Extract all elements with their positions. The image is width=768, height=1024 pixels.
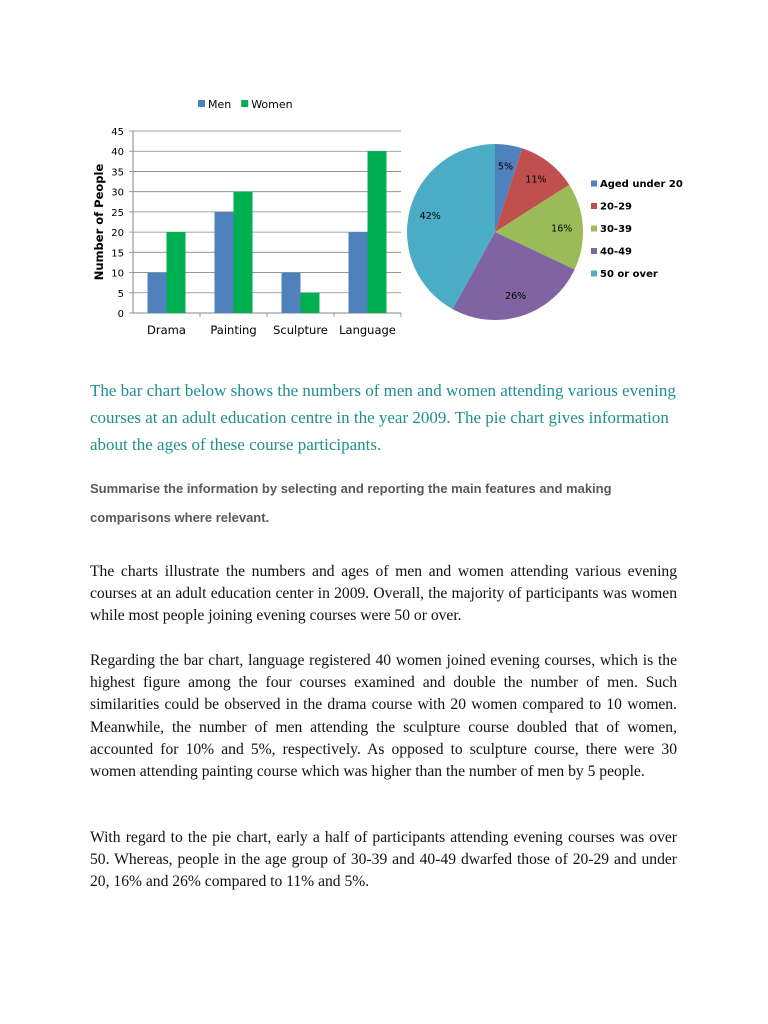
bar-women-drama bbox=[167, 232, 186, 313]
legend-swatch bbox=[591, 181, 597, 187]
pie-data-label: 42% bbox=[419, 210, 441, 222]
legend-swatch bbox=[591, 226, 597, 232]
y-tick-label: 40 bbox=[111, 147, 124, 159]
pie-data-label: 5% bbox=[497, 161, 514, 173]
bar-women-painting bbox=[234, 192, 253, 313]
bar-men-language bbox=[349, 232, 368, 313]
x-tick-label: Sculpture bbox=[273, 323, 328, 337]
y-tick-label: 45 bbox=[111, 127, 124, 138]
essay-paragraph-2: Regarding the bar chart, language registered 40 women joined evening courses, which is the highest figure among the four courses examined and double the number of men. Such similarities could be observed in the drama course with 20 women compared to 10 women. Meanwhile, the number of men attending the sculpture course doubled that of women, accounted for 10% and 5%, respectively. As opposed to sculpture course, there were 30 women attending painting course which was higher than the number of men by 5 people. bbox=[90, 652, 677, 781]
y-tick-label: 35 bbox=[111, 167, 124, 179]
legend-swatch bbox=[591, 203, 597, 209]
essay-paragraph-1: The charts illustrate the numbers and ages of men and women attending various evening courses at an adult education center in 2009. Overall, the majority of participants was women while most people joining evening courses were 50 or over. bbox=[90, 563, 677, 625]
legend-swatch-women bbox=[241, 100, 248, 107]
charts-figure bbox=[0, 0, 768, 350]
essay-paragraph-3: With regard to the pie chart, early a half of participants attending evening courses was over 50. Whereas, people in the age group of 30-39 and 40-49 dwarfed those of 20-29 and under 20, 16% and 26% compared to 11% and 5%. bbox=[90, 829, 677, 891]
pie-data-label: 11% bbox=[525, 174, 547, 186]
legend-swatch bbox=[591, 248, 597, 254]
x-tick-label: Language bbox=[339, 323, 396, 337]
y-tick-label: 10 bbox=[111, 268, 124, 280]
bar-chart bbox=[92, 98, 401, 337]
pie-data-label: 26% bbox=[505, 291, 527, 303]
pie-data-label: 16% bbox=[551, 223, 573, 235]
y-axis-title: Number of People bbox=[92, 163, 106, 281]
bar-men-drama bbox=[148, 273, 167, 313]
y-tick-label: 20 bbox=[111, 228, 124, 240]
y-tick-label: 25 bbox=[111, 207, 124, 219]
legend-label: 30-39 bbox=[600, 224, 632, 235]
legend-label: Aged under 20 bbox=[600, 179, 683, 190]
y-tick-label: 30 bbox=[111, 187, 124, 199]
x-tick-label: Drama bbox=[147, 323, 186, 337]
y-tick-label: 5 bbox=[117, 288, 124, 300]
pie-chart bbox=[407, 144, 683, 320]
legend-label: 20-29 bbox=[600, 201, 632, 213]
bar-women-sculpture bbox=[301, 293, 320, 313]
task-instruction: Summarise the information by selecting and reporting the main features and making comparisons where relevant. bbox=[90, 481, 612, 525]
bar-men-sculpture bbox=[282, 273, 301, 313]
legend-label-women: Women bbox=[251, 98, 293, 111]
x-tick-label: Painting bbox=[210, 323, 257, 337]
legend-label: 40-49 bbox=[600, 246, 632, 258]
intro-prompt: The bar chart below shows the numbers of men and women attending various evening courses at an adult education centre in the year 2009. The pie chart gives information about the ages of these course participants. bbox=[90, 381, 676, 454]
y-tick-label: 0 bbox=[117, 309, 124, 320]
legend-swatch-men bbox=[198, 100, 205, 107]
bar-men-painting bbox=[215, 212, 234, 313]
bar-women-language bbox=[368, 151, 387, 313]
legend-label-men: Men bbox=[208, 98, 232, 111]
legend-label: 50 or over bbox=[600, 269, 658, 280]
legend-swatch bbox=[591, 271, 597, 277]
y-tick-label: 15 bbox=[111, 248, 124, 260]
